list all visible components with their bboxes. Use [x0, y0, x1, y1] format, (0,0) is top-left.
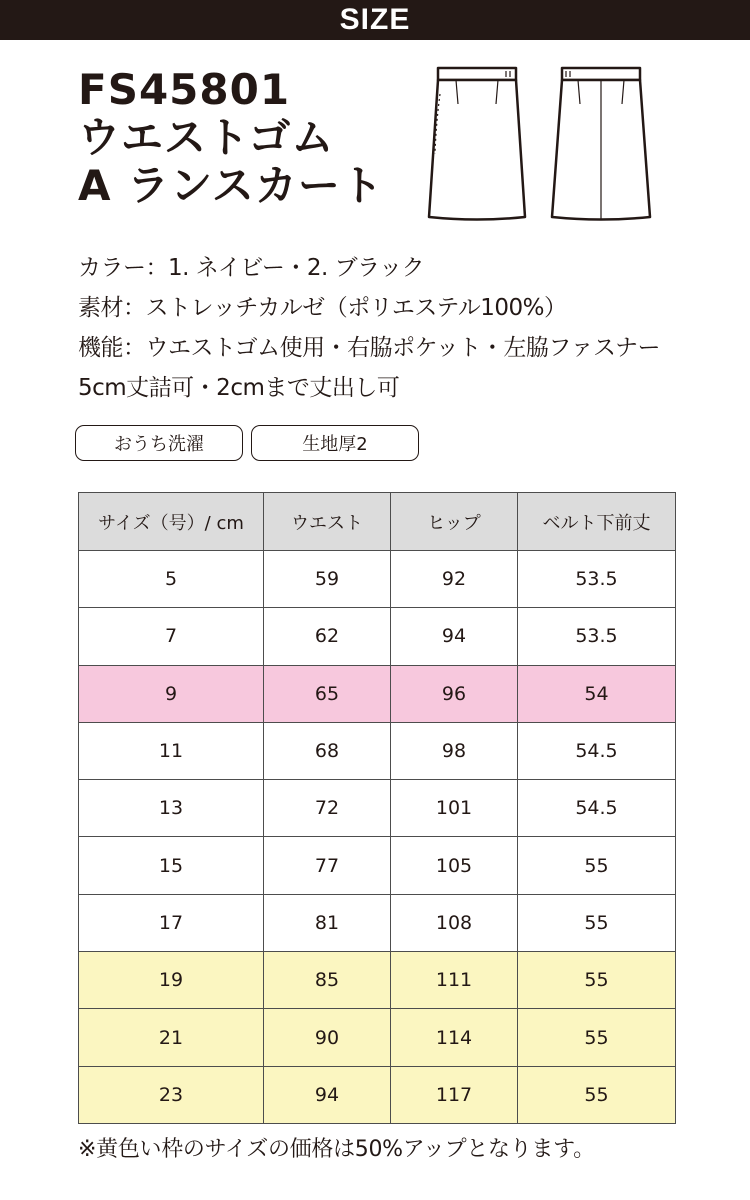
cell-front-length: 54 — [518, 665, 676, 722]
cell-size: 9 — [79, 665, 264, 722]
cell-hip: 108 — [391, 894, 518, 951]
product-title — [78, 66, 408, 210]
feature-tags — [75, 425, 419, 461]
size-banner-label: SIZE — [339, 3, 411, 36]
table-row — [79, 1066, 676, 1123]
spec-list — [78, 248, 738, 408]
cell-size: 13 — [79, 780, 264, 837]
cell-front-length: 55 — [518, 1009, 676, 1066]
cell-waist: 65 — [264, 665, 391, 722]
cell-size: 21 — [79, 1009, 264, 1066]
skirt-front-illustration — [418, 64, 528, 224]
cell-size: 15 — [79, 837, 264, 894]
cell-front-length: 53.5 — [518, 551, 676, 608]
table-row — [79, 894, 676, 951]
cell-size: 7 — [79, 608, 264, 665]
header-size: サイズ（号）/ cm — [79, 493, 264, 551]
cell-hip: 94 — [391, 608, 518, 665]
cell-waist: 62 — [264, 608, 391, 665]
tag-home-wash: おうち洗濯 — [75, 425, 243, 461]
cell-hip: 101 — [391, 780, 518, 837]
spec-function: 機能：ウエストゴム使用・右脇ポケット・左脇ファスナー — [78, 335, 661, 361]
header-waist: ウエスト — [264, 493, 391, 551]
cell-front-length: 55 — [518, 894, 676, 951]
cell-size: 19 — [79, 952, 264, 1009]
tag-fabric-thickness: 生地厚2 — [251, 425, 419, 461]
cell-waist: 72 — [264, 780, 391, 837]
cell-hip: 111 — [391, 952, 518, 1009]
table-row — [79, 952, 676, 1009]
cell-size: 11 — [79, 722, 264, 779]
cell-waist: 94 — [264, 1066, 391, 1123]
table-header-row — [79, 493, 676, 551]
header-front-length: ベルト下前丈 — [518, 493, 676, 551]
product-name-line1: ウエストゴム — [78, 113, 335, 162]
cell-waist: 90 — [264, 1009, 391, 1066]
product-name-line2: A ランスカート — [78, 161, 384, 210]
skirt-back-illustration — [546, 64, 656, 224]
cell-waist: 81 — [264, 894, 391, 951]
footnote: ※黄色い枠のサイズの価格は50%アップとなります。 — [78, 1137, 595, 1162]
cell-hip: 96 — [391, 665, 518, 722]
header-hip: ヒップ — [391, 493, 518, 551]
cell-hip: 105 — [391, 837, 518, 894]
table-row — [79, 551, 676, 608]
cell-hip: 92 — [391, 551, 518, 608]
cell-front-length: 55 — [518, 952, 676, 1009]
cell-front-length: 55 — [518, 837, 676, 894]
cell-size: 17 — [79, 894, 264, 951]
spec-material: 素材：ストレッチカルゼ（ポリエステル100%） — [78, 295, 567, 321]
cell-waist: 85 — [264, 952, 391, 1009]
table-row — [79, 665, 676, 722]
table-row — [79, 1009, 676, 1066]
cell-front-length: 54.5 — [518, 780, 676, 837]
cell-hip: 114 — [391, 1009, 518, 1066]
cell-hip: 98 — [391, 722, 518, 779]
size-banner — [0, 0, 750, 40]
cell-size: 5 — [79, 551, 264, 608]
spec-color: カラー：1. ネイビー・2. ブラック — [78, 255, 425, 281]
table-row — [79, 722, 676, 779]
cell-size: 23 — [79, 1066, 264, 1123]
spec-length-adjust: 5cm丈詰可・2cmまで丈出し可 — [78, 375, 400, 401]
cell-waist: 68 — [264, 722, 391, 779]
table-row — [79, 780, 676, 837]
cell-hip: 117 — [391, 1066, 518, 1123]
size-table — [78, 492, 676, 1124]
cell-waist: 59 — [264, 551, 391, 608]
cell-front-length: 55 — [518, 1066, 676, 1123]
table-row — [79, 608, 676, 665]
product-code: FS45801 — [78, 65, 291, 114]
cell-front-length: 54.5 — [518, 722, 676, 779]
cell-front-length: 53.5 — [518, 608, 676, 665]
cell-waist: 77 — [264, 837, 391, 894]
table-row — [79, 837, 676, 894]
size-table-body — [79, 551, 676, 1124]
